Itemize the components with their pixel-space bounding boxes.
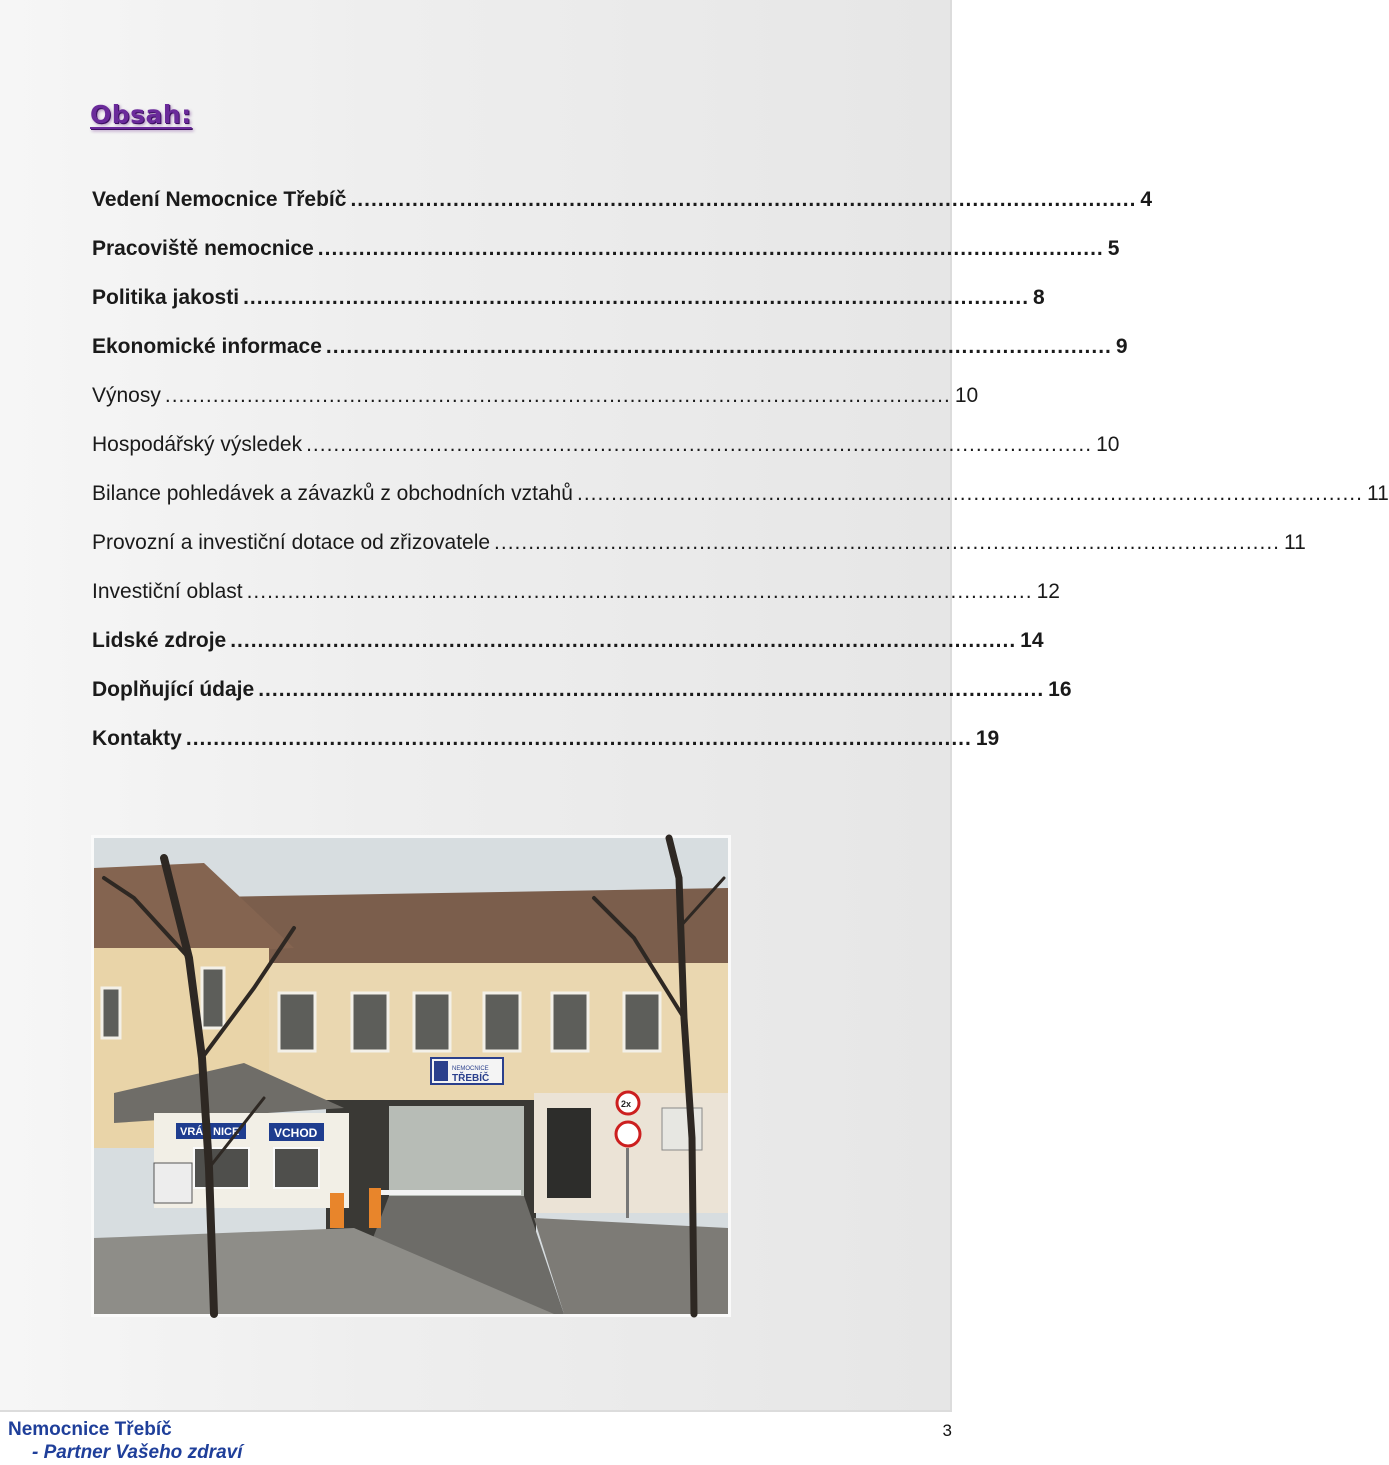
- entrance-sign: VCHOD: [274, 1126, 318, 1140]
- toc-entry[interactable]: [92, 284, 1045, 333]
- toc-entry-title: Doplňující údaje: [92, 678, 255, 701]
- toc-entry-title: Investiční oblast: [92, 580, 243, 603]
- toc-leader-dots: ...................................................................................................................: [494, 531, 1281, 554]
- toc-entry-title: Hospodářský výsledek: [92, 433, 303, 456]
- page-number: 3: [942, 1421, 952, 1440]
- toc-entry-title: Lidské zdroje: [92, 629, 227, 652]
- toc-entry-title: Ekonomické informace: [92, 335, 322, 358]
- toc-leader-dots: ...................................................................................................................: [325, 335, 1112, 358]
- toc-entry-page: 11: [1366, 482, 1389, 505]
- toc-leader-dots: ...................................................................................................................: [306, 433, 1093, 456]
- toc-entry[interactable]: [92, 431, 1120, 480]
- toc-entry[interactable]: [92, 480, 1389, 529]
- toc-leader-dots: ...................................................................................................................: [576, 482, 1363, 505]
- toc-entry-page: 10: [954, 384, 979, 407]
- toc-entry-title: Výnosy: [92, 384, 161, 407]
- hospital-sign-line2: TŘEBÍČ: [452, 1073, 490, 1084]
- toc-entry-page: 4: [1140, 188, 1153, 211]
- toc-entry-title: Vedení Nemocnice Třebíč: [92, 188, 347, 211]
- contents-heading: Obsah:: [90, 100, 192, 129]
- toc-entry[interactable]: [92, 676, 1072, 725]
- toc-entry-page: 12: [1036, 580, 1060, 603]
- toc-leader-dots: ...................................................................................................................: [243, 286, 1030, 309]
- toc-entry-page: 8: [1033, 286, 1045, 309]
- traffic-sign-text: 2x: [621, 1099, 632, 1109]
- toc-entry-page: 10: [1096, 433, 1120, 456]
- toc-entry-page: 11: [1284, 531, 1306, 554]
- toc-entry-title: Provozní a investiční dotace od zřizovatele: [92, 531, 491, 554]
- toc-entry[interactable]: [92, 186, 1153, 235]
- toc-entry-title: Politika jakosti: [92, 286, 240, 309]
- toc-entry[interactable]: [92, 382, 979, 431]
- toc-entry-title: Bilance pohledávek a závazků z obchodních vztahů: [92, 482, 573, 505]
- toc-entry[interactable]: [92, 725, 1000, 774]
- toc-entry-title: Pracoviště nemocnice: [92, 237, 314, 260]
- toc-entry-page: 19: [975, 727, 1000, 750]
- footer-hospital-name: Nemocnice Třebíč: [8, 1419, 172, 1440]
- toc-leader-dots: ...................................................................................................................: [258, 678, 1045, 701]
- toc-entry[interactable]: [92, 333, 1128, 382]
- toc-entry-page: 5: [1107, 237, 1120, 260]
- toc-entry-page: 16: [1048, 678, 1072, 701]
- toc-entry[interactable]: [92, 235, 1120, 284]
- footer-branding: [8, 1419, 242, 1464]
- toc-entry[interactable]: [92, 627, 1044, 676]
- toc-leader-dots: ...................................................................................................................: [164, 384, 951, 407]
- toc-entry[interactable]: [92, 529, 1306, 578]
- hospital-entrance-photo: [91, 835, 731, 1317]
- toc-leader-dots: ...................................................................................................................: [317, 237, 1104, 260]
- toc-entry-page: 9: [1115, 335, 1128, 358]
- toc-leader-dots: ...................................................................................................................: [350, 188, 1137, 211]
- toc-leader-dots: ...................................................................................................................: [246, 580, 1033, 603]
- toc-entry-page: 14: [1020, 629, 1044, 652]
- footer-tagline: - Partner Vašeho zdraví: [32, 1442, 243, 1463]
- toc-entry[interactable]: [92, 578, 1060, 627]
- toc-leader-dots: ...................................................................................................................: [185, 727, 972, 750]
- toc-entry-title: Kontakty: [92, 727, 182, 750]
- table-of-contents: [92, 186, 1389, 774]
- hospital-sign-line1: NEMOCNICE: [452, 1066, 489, 1072]
- toc-leader-dots: ...................................................................................................................: [230, 629, 1017, 652]
- gatehouse-sign: VRÁT NICE: [180, 1126, 240, 1138]
